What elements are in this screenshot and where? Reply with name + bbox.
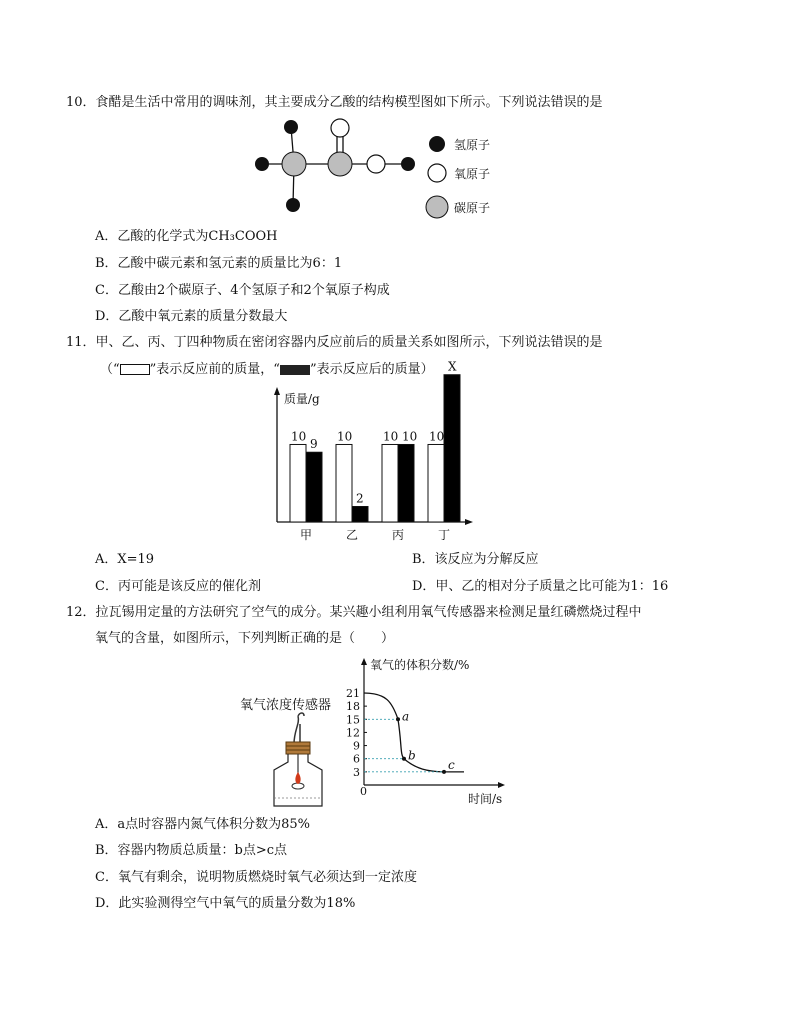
q12-option-d: D．此实验测得空气中氧气的质量分数为18% xyxy=(95,896,356,911)
y-tick-label: 9 xyxy=(353,739,360,753)
point-label: b xyxy=(408,748,416,763)
q11-option-d: D．甲、乙的相对分子质量之比可能为1：16 xyxy=(412,579,669,594)
apparatus-illustration xyxy=(270,710,330,810)
y-axis-label: 质量/g xyxy=(284,392,320,406)
sensor-wire xyxy=(294,713,304,744)
bar-after-label: 2 xyxy=(356,491,364,506)
q10-option-b: B．乙酸中碳元素和氢元素的质量比为6：1 xyxy=(95,256,343,271)
bar-after xyxy=(306,452,322,522)
q11-stem: 11．甲、乙、丙、丁四种物质在密闭容器内反应前后的质量关系如图所示，下列说法错误的是 xyxy=(66,335,603,350)
q10-option-c: C．乙酸由2个碳原子、4个氢原子和2个氧原子构成 xyxy=(95,283,390,298)
legend-carbon-label: 碳原子 xyxy=(454,201,491,215)
q10-stem: 10．食醋是生活中常用的调味剂，其主要成分乙酸的结构模型图如下所示。下列说法错误的是 xyxy=(66,95,603,110)
carbon-atom xyxy=(282,152,306,176)
bar-before xyxy=(290,444,306,522)
x-axis-label: 时间/s xyxy=(468,792,503,806)
oxygen-atom xyxy=(367,155,385,173)
legend-oxygen-label: 氧原子 xyxy=(454,167,491,181)
sensor-label: 氧气浓度传感器 xyxy=(240,698,332,713)
curve-point xyxy=(442,770,446,774)
hydrogen-atom xyxy=(401,157,415,171)
flame-icon xyxy=(295,772,300,784)
bar-after xyxy=(444,375,460,522)
bar-after-label: 10 xyxy=(402,429,418,444)
curve-point xyxy=(402,757,406,761)
bar-before xyxy=(336,444,352,522)
bar-after-label: 9 xyxy=(310,437,318,452)
hydrogen-atom xyxy=(255,157,269,171)
bar-after xyxy=(352,506,368,522)
category-label: 丙 xyxy=(392,528,405,542)
y-axis-arrow xyxy=(274,387,280,395)
bar-after xyxy=(398,444,414,522)
point-label: a xyxy=(402,709,410,724)
q11-option-b: B．该反应为分解反应 xyxy=(412,552,539,567)
y-tick-label: 15 xyxy=(346,713,360,727)
q12-stem-line1: 12．拉瓦锡用定量的方法研究了空气的成分。某兴趣小组利用氧气传感器来检测足量红磷燃烧过程中 xyxy=(66,605,642,620)
stopper xyxy=(286,742,310,754)
bar-before-label: 10 xyxy=(383,429,399,444)
hydrogen-atom xyxy=(286,198,300,212)
category-label: 乙 xyxy=(346,528,359,542)
q10-option-a: A．乙酸的化学式为CH₃COOH xyxy=(95,229,278,244)
x-axis-arrow xyxy=(465,519,473,525)
category-label: 甲 xyxy=(300,528,313,542)
curve-point xyxy=(396,717,400,721)
q12-stem-line2: 氧气的含量，如图所示，下列判断正确的是（ ） xyxy=(95,631,395,646)
hydrogen-atom xyxy=(284,120,298,134)
bar-before-label: 10 xyxy=(429,429,445,444)
legend-oxygen-swatch xyxy=(428,164,446,182)
y-axis-arrow xyxy=(361,658,367,665)
y-tick-label: 3 xyxy=(353,765,360,779)
before-swatch xyxy=(120,364,150,375)
q11-option-a: A．X=19 xyxy=(95,552,155,567)
q10-option-d: D．乙酸中氧元素的质量分数最大 xyxy=(95,309,288,324)
bar-before-label: 10 xyxy=(337,429,353,444)
bar-after-label: X xyxy=(448,359,457,374)
carbon-atom xyxy=(328,152,352,176)
bar-before xyxy=(428,444,444,522)
q11-option-c: C．丙可能是该反应的催化剂 xyxy=(95,579,261,594)
oxygen-atom xyxy=(331,119,349,137)
category-label: 丁 xyxy=(438,528,451,542)
q11-note: （“ ”表示反应前的质量，“ ”表示反应后的质量） xyxy=(100,362,434,377)
y-axis-label: 氧气的体积分数/% xyxy=(370,658,470,672)
origin-label: 0 xyxy=(360,785,367,798)
q12-option-c: C．氧气有剩余，说明物质燃烧时氧气必须达到一定浓度 xyxy=(95,870,417,885)
legend-hydrogen-label: 氢原子 xyxy=(454,138,491,152)
y-tick-label: 6 xyxy=(353,752,360,766)
acetic-acid-model xyxy=(250,116,510,220)
x-axis-arrow xyxy=(498,782,505,788)
y-tick-label: 18 xyxy=(346,700,360,714)
point-label: c xyxy=(448,757,455,772)
oxygen-line-chart xyxy=(340,652,520,812)
legend-carbon-swatch xyxy=(426,196,448,218)
q12-option-b: B．容器内物质总质量：b点>c点 xyxy=(95,843,288,858)
after-swatch xyxy=(280,365,310,375)
y-tick-label: 21 xyxy=(346,687,360,700)
legend-hydrogen-swatch xyxy=(429,136,445,152)
q12-option-a: A．a点时容器内氮气体积分数为85% xyxy=(95,817,311,832)
y-tick-label: 12 xyxy=(346,726,360,740)
bar-before-label: 10 xyxy=(291,429,307,444)
bar-before xyxy=(382,444,398,522)
